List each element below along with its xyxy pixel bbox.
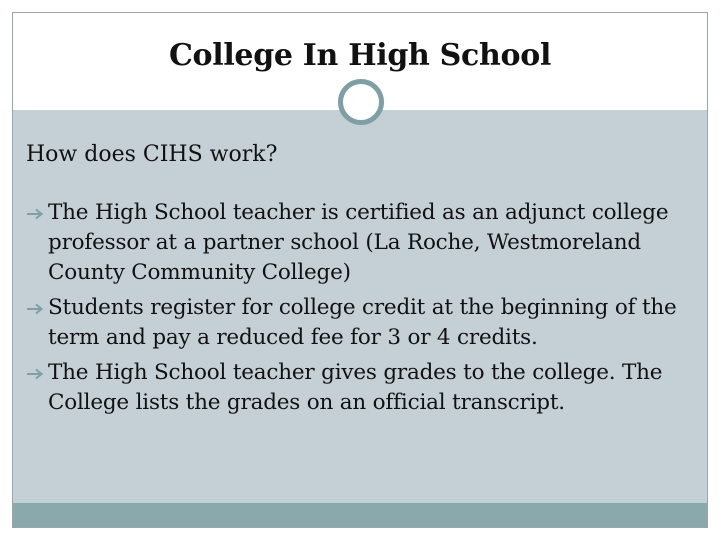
bullet-text: The High School teacher gives grades to the college. The College lists the grades on an official transcript. [48, 360, 663, 415]
bullet-item [26, 198, 686, 288]
slide-content [26, 140, 686, 423]
arrow-bullet-icon [26, 208, 43, 220]
bullet-item [26, 293, 686, 353]
arrow-bullet-icon [26, 368, 43, 380]
arrow-bullet-icon [26, 303, 43, 315]
divider-circle-icon [338, 79, 384, 125]
bullet-list [26, 198, 686, 418]
slide-title: College In High School [168, 38, 552, 73]
bullet-text: The High School teacher is certified as an adjunct college professor at a partner school (La Roche, Westmoreland County Community College) [48, 200, 669, 285]
footer-bar [13, 503, 707, 527]
bullet-text: Students register for college credit at the beginning of the term and pay a reduced fee for 3 or 4 credits. [48, 295, 677, 350]
bullet-item [26, 358, 686, 418]
intro-text: How does CIHS work? [26, 142, 278, 167]
